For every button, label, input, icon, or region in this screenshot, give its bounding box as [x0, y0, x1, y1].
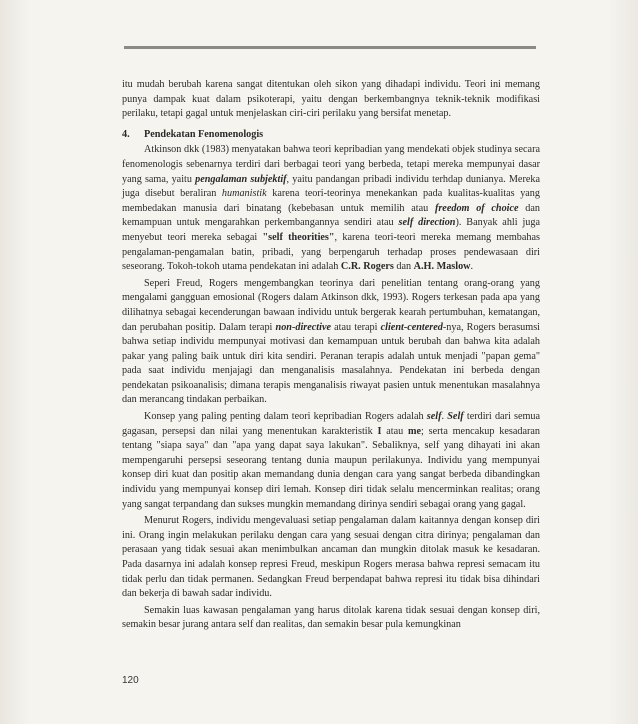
paragraph-continued: itu mudah berubah karena sangat ditentukan oleh sikon yang dihadapi individu. Teori ini memang punya dampak kuat dalam psikoterapi, yaitu dengan berkembangnya teknik-teknik modifikasi perilaku, tetapi gagal untuk menjelaskan ciri-ciri perilaku yang bersifat menetap.	[122, 79, 540, 120]
page-number: 120	[122, 675, 139, 686]
text-run: , karena teori-teori mereka memang membahas pengalaman-pengamalan batin, pribadi, yang berpengaruh terhadap proses pendewasaan diri seseorang. Tokoh-tokoh utama pendekatan ini adalah	[122, 231, 540, 273]
paragraph-self-concept	[122, 410, 540, 512]
text-run: karena teori-teorinya menekankan pada kualitas-kualitas yang membedakan manusia dari binatang (kebebasan untuk memilih atau	[122, 188, 540, 214]
emphasis-term: self direction	[398, 217, 456, 229]
person-name: A.H. Maslow	[413, 261, 471, 273]
text-run: dan	[393, 261, 414, 273]
paragraph-continues: Semakin luas kawasan pengalaman yang harus ditolak karena tidak sesuai dengan konsep diri, semakin besar jurang antara self dan realitas, dan semakin besar pula kemungkinan	[122, 604, 540, 631]
emphasis-term: "self theorities"	[262, 231, 335, 243]
section-heading	[122, 128, 540, 143]
text-run: .	[470, 261, 474, 273]
emphasis-term: I	[377, 425, 382, 437]
emphasis-term: Self	[447, 411, 464, 423]
text-run: terdiri dari semua gagasan, persepsi dan nilai yang menentukan karakteristik	[122, 411, 541, 437]
section-number: 4.	[122, 128, 130, 140]
paragraph-rogers-therapy	[122, 277, 540, 408]
emphasis-term: pengalaman subjektif	[195, 173, 287, 185]
body-text	[122, 78, 540, 635]
emphasis-term: humanistik	[221, 188, 267, 200]
emphasis-term: self	[426, 411, 442, 423]
text-run: -nya, Rogers berasumsi bahwa setiap individu mempunyai motivasi dan kemampuan untuk berubah dan bahwa kita adalah pakar yang paling baik untuk diri kita sendiri. Peranan terapis adalah untuk menjadi "papan gema" pada saat individu menjajagi dan menganalisis masalahnya. Pendekatan ini berbeda dengan pendekatan psikoanalisis; dimana terapis menganalisis riwayat pasien untuk menentukan masalahnya dan merancang tindakan perbaikan.	[122, 321, 540, 406]
person-name: C.R. Rogers	[340, 261, 394, 273]
emphasis-term: me	[408, 425, 422, 437]
text-run: ). Banyak ahli juga menyebut teori mereka sebagai	[122, 217, 541, 243]
text-run: , yaitu pandangan pribadi individu terhdap dunianya. Mereka juga disebut beraliran	[122, 173, 540, 200]
header-rule	[124, 46, 536, 49]
text-run: atau	[381, 425, 408, 437]
paragraph-evaluation: Menurut Rogers, individu mengevaluasi setiap pengalaman dalam kaitannya dengan konsep diri ini. Orang ingin melakukan perilaku dengan cara yang sesuai dengan citra dirinya; pengalaman dan perasaan yang tidak sesuai akan menimbulkan ancaman dan mungkin ditolak masuk ke kesadaran. Pada dasarnya ini adalah konsep represi Freud, meskipun Rogers merasa bahwa represi semacam itu tidak perlu dan tidak permanen. Sedangkan Freud berpendapat bahwa represi itu tidak bisa dihindari dan bekerja di bawah sadar individu.	[122, 515, 540, 600]
text-run: .	[441, 411, 448, 423]
text-run: atau terapi	[331, 321, 381, 333]
section-title: Pendekatan Fenomenologis	[144, 128, 264, 140]
text-run: ; serta mencakup kesadaran tentang "siapa saya" dan "apa yang dapat saya lakukan". Sebaliknya, self yang dihayati ini akan mempengaruhi persepsi seseorang tentang dunia maupun perilakunya. Individu yang mempunyai konsep diri kuat dan positip akan memandang dunia dengan cara yang sangat berbeda dibandingkan individu yang mempunyai konsep diri lemah. Konsep diri tidak selalu mencerminkan realitas; orang yang sangat terpandang dan sukses mungkin memandang dirinya sendiri sebagai orang yang gagal.	[122, 425, 540, 510]
text-run: Konsep yang paling penting dalam teori kepribadian Rogers adalah	[144, 411, 427, 423]
text-run: Atkinson dkk (1983) menyatakan bahwa teori kepribadian yang mendekati objek studinya secara fenomenologis sebenarnya terdiri dari berbagai teori yang berbeda, tetapi mereka mempunyai dasar yang sama, yaitu	[122, 144, 540, 185]
emphasis-term: non-directive	[275, 321, 331, 333]
text-run: dan kemampuan untuk mengarahkan perkembangannya sendiri atau	[122, 202, 540, 229]
emphasis-term: client-centered	[380, 321, 443, 333]
text-run: Seperi Freud, Rogers mengembangkan teorinya dari penelitian tentang orang-orang yang mengalami gangguan emosional (Rogers dalam Atkinson dkk, 1993). Rogers terkesan pada apa yang dilihatnya sebagai kecenderungan bawaan individu untuk bergerak kearah pertumbuhan, kematangan, dan perubahan positip. Dalam terapi	[122, 277, 540, 333]
emphasis-term: freedom of choice	[434, 202, 519, 214]
paragraph-phenomenology	[122, 143, 540, 274]
